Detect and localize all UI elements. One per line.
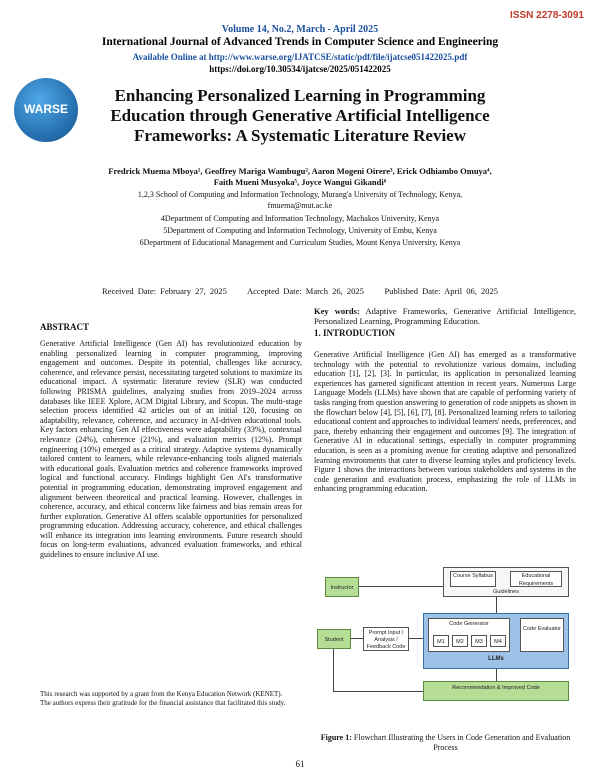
code-evaluator-box: Code Evaluator (520, 618, 564, 652)
abstract-text: Generative Artificial Intelligence (Gen AI) has revolutionized education by enabling personalized learning in computer programming, improving engagement and outcomes. Despite its potential, challenges like accuracy, coherence, and relevance persist, necessitating targeted solutions to maximize its educational impact. A systematic literature review (SLR) was conducted following PRISMA guidelines, analyzing studies from 2019–2024 across databases like IEEE Xplore, ACM Digital Library, and Scopus. The multi-stage selection process identified 42 articles out of an initial 120, focusing on adaptability, relevance, coherence, and accuracy in AI-driven educational tools. Key factors enhancing Gen AI effectiveness were adaptability (33%), contextual relevance (24%), coherence (21%), and evaluation metrics (12%). Prompt engineering (10%) emerged as a critical strategy. Adaptive systems dynamically tailored content to learners, while relevance-enhancing tools aligned materials with educational goals. Evaluation metrics and coherence frameworks improved logical and functional accuracy. Findings highlight Gen AI's transformative potential in programming education, demonstrating improved engagement and alignment between theoretical and practical learning. However, challenges in coherence, accuracy, and ethical concerns like fairness and bias remain areas for further exploration. Generative AI offers scalable opportunities for personalized programming education. Addressing accuracy, coherence, and ethical challenges will enhance its integration into learning environments. Future research should focus on long-term evaluations, advanced evaluation frameworks, and ethical guidelines to ensure inclusive AI use. (40, 339, 302, 560)
model-m3: M3 (471, 635, 487, 647)
guidelines-group (443, 567, 569, 597)
llms-label: LLMs (488, 656, 504, 662)
feedback-arrow-vertical (333, 649, 334, 691)
paper-title: Enhancing Personalized Learning in Programming Education through Generative Artificial Intelligence Frameworks: A Systematic Literature Review (110, 86, 490, 145)
model-m4: M4 (490, 635, 506, 647)
affiliation-5: 5Department of Computing and Information Technology, University of Embu, Kenya (163, 226, 437, 235)
available-online-link[interactable]: Available Online at http://www.warse.org/IJATCSE/static/pdf/file/ijatcse051422025.pdf (132, 52, 468, 62)
code-generator-label: Code Generator (449, 621, 489, 627)
affiliation-4: 4Department of Computing and Information Technology, Machakos University, Kenya (160, 214, 440, 223)
guidelines-arrow (496, 597, 497, 613)
figure-caption-label: Figure 1: (320, 733, 352, 742)
doi-link[interactable]: https://doi.org/10.30534/ijatcse/2025/051422025 (209, 64, 391, 74)
dates-line: Received Date: February 27, 2025 Accepted Date: March 26, 2025 Published Date: April 06, 2025 (102, 286, 498, 296)
footnote: This research was supported by a grant from the Kenya Education Network (KENET). The authors express their gratitude for the financial assistance that facilitated this study. (40, 690, 286, 707)
introduction-heading: 1. INTRODUCTION (314, 328, 396, 338)
introduction-text: Generative Artificial Intelligence (Gen AI) has emerged as a transformative technology with the potential to revolutionize various domains, including education [1], [2], [3]. In particular, its application in personalized learning experiences has garnered significant attention in recent years. Numerous Large Language Models (LLMs) have shown that are capable of performing variety of tasks ranging from question answering to generation of code snippets as shown in the flowchart below [4], [5], [6], [7], [8]. Personalized learning refers to tailoring educational content and approaches to individual learners' needs, preferences, and pace, thereby enhancing their engagement and outcomes [9]. The integration of Generative AI in educational settings, especially in computer programming education, is seen as a promising avenue for creating adaptive and personalized learning environments that cater to diverse learning styles and proficiency levels. Figure 1 shows the interactions between various stakeholders and systems in the code generation and evaluation process, emphasizing the role of LLMs in enhancing programming education. (314, 350, 576, 494)
abstract-heading: ABSTRACT (40, 322, 90, 332)
course-syllabus-box: Course Syllabus (450, 571, 496, 587)
feedback-arrow-horizontal (333, 691, 423, 692)
warse-logo (14, 78, 78, 142)
student-box: Student (317, 629, 351, 649)
affiliation-6: 6Department of Educational Management and Curriculum Studies, Mount Kenya University, Kenya (139, 238, 461, 247)
keywords-text: Adaptive Frameworks, Generative Artificial Intelligence, Personalized Learning, Programming Education. (314, 306, 576, 326)
author-email: fmuema@mut.ac.ke (267, 201, 333, 210)
prompt-box: Prompt Input / Analysis / Feedback Code (363, 627, 409, 651)
figure-caption-text: Flowchart Illustrating the Users in Code Generation and Evaluation Process (353, 733, 571, 752)
guidelines-label: Guidelines (493, 589, 519, 595)
keywords-label: Key words: (314, 306, 360, 316)
llms-group (423, 613, 569, 669)
flowchart-figure (313, 565, 578, 760)
model-m1: M1 (433, 635, 449, 647)
prompt-arrow (409, 638, 423, 639)
model-m2: M2 (452, 635, 468, 647)
recommendation-box: Recommendation & Improved Code (423, 681, 569, 701)
instructor-box: Instructor (325, 577, 359, 597)
keywords-block (314, 306, 576, 326)
authors-line-1: Fredrick Muema Mboya¹, Geoffrey Mariga Wambugu², Aaron Mogeni Oirere³, Erick Odhiambo Omuya⁴, (108, 166, 492, 176)
educational-requirements-box: Educational Requirements (510, 571, 562, 587)
instructor-arrow (359, 586, 443, 587)
authors (30, 166, 570, 188)
affiliation-1: 1,2,3 School of Computing and Information Technology, Murang'a University of Technology, Kenya, (137, 190, 463, 199)
authors-line-2: Faith Mueni Musyoka⁵, Joyce Wangui Gikandi⁶ (213, 177, 387, 187)
student-arrow (351, 638, 363, 639)
issn-label: ISSN 2278-3091 (510, 10, 584, 21)
warse-logo-text: WARSE (23, 102, 68, 116)
llms-arrow (496, 669, 497, 681)
volume-line: Volume 14, No.2, March - April 2025 (221, 24, 379, 35)
figure-caption (313, 733, 578, 753)
journal-title: International Journal of Advanced Trends in Computer Science and Engineering (101, 36, 499, 48)
code-generator-box (428, 618, 510, 652)
page-number: 61 (295, 759, 305, 769)
